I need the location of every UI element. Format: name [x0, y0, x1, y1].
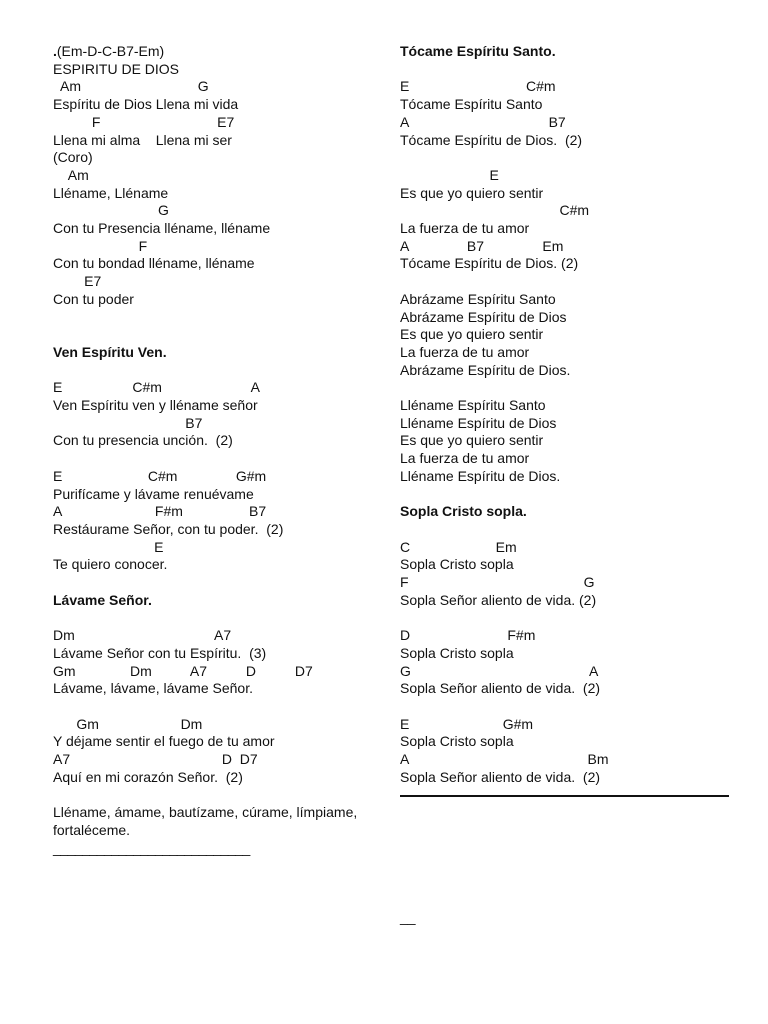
bottom-dash: __	[400, 909, 416, 925]
lyric-line: Sopla Señor aliento de vida. (2)	[400, 768, 601, 785]
lyric-line: Lléname Espíritu de Dios	[400, 414, 557, 431]
right-column	[400, 43, 735, 786]
song-tocame-verse-3	[400, 291, 735, 380]
intro-chords-header	[53, 43, 388, 61]
lyric-line: Lléname Espíritu Santo	[400, 397, 546, 413]
lyric-line: Es que yo quiero sentir	[400, 326, 544, 343]
lyric-line: Aquí en mi corazón Señor. (2)	[53, 768, 243, 785]
lyric-line: Abrázame Espíritu de Dios.	[400, 361, 571, 378]
lyric-line: F E7	[53, 113, 235, 130]
lyric-line: Lléname Espíritu de Dios.	[400, 467, 561, 484]
lyric-line: Purifícame y lávame renuévame	[53, 485, 254, 502]
lyric-line: Lávame Señor con tu Espíritu. (3)	[53, 644, 267, 661]
lyric-line: Sopla Señor aliento de vida. (2)	[400, 591, 597, 608]
song-sopla-verse-2	[400, 627, 735, 698]
lyric-line: G	[53, 202, 169, 219]
lyric-line: E G#m	[400, 715, 534, 732]
lyric-line: E C#m G#m	[53, 467, 267, 484]
lyric-line: A F#m B7	[53, 503, 267, 520]
lyric-line: A7 D D7	[53, 751, 258, 768]
lyric-line: C#m	[400, 202, 590, 219]
lyric-line: Te quiero conocer.	[53, 556, 168, 573]
lyric-line: C Em	[400, 538, 517, 555]
lyric-line: B7	[53, 414, 203, 431]
divider-right	[400, 795, 729, 797]
lyric-line: Sopla Cristo sopla	[400, 733, 514, 750]
lyric-line: Con tu poder	[53, 290, 134, 307]
lyric-line: A B7	[400, 113, 566, 130]
lyric-line: Dm A7	[53, 627, 232, 644]
lyric-line: Llena mi alma Llena mi ser	[53, 131, 232, 148]
lyric-line: E7	[53, 273, 102, 290]
lyric-line: Am	[53, 166, 89, 183]
left-column	[53, 43, 388, 857]
chord-sequence: (Em-D-C-B7-Em)	[56, 43, 165, 59]
song-sopla-verse-1	[400, 539, 735, 610]
lyric-line: Gm Dm A7 D D7	[53, 662, 313, 679]
song-tocame-verse-4	[400, 397, 735, 486]
lyric-line: Tócame Espíritu de Dios. (2)	[400, 255, 579, 272]
lyric-line: La fuerza de tu amor	[400, 343, 530, 360]
lyric-line: A B7 Em	[400, 237, 564, 254]
song-lavame-verse-2	[53, 716, 388, 787]
lyric-line: E	[53, 538, 164, 555]
song-title-ven-espiritu-ven: Ven Espíritu Ven.	[53, 343, 167, 360]
lyric-line: Con tu bondad lléname, lléname	[53, 255, 255, 272]
song-title-espiritu-de-dios: ESPIRITU DE DIOS	[53, 60, 180, 77]
lyric-line: Sopla Cristo sopla	[400, 644, 514, 661]
song-title-sopla-cristo-sopla: Sopla Cristo sopla.	[400, 503, 527, 520]
song-tocame-verse-2	[400, 167, 735, 273]
divider-left: ___________________________	[53, 839, 250, 856]
lyric-line: Tócame Espíritu Santo	[400, 96, 543, 113]
lyric-line: Abrázame Espíritu de Dios	[400, 308, 567, 325]
lyric-line: Am G	[53, 78, 209, 95]
lyric-line: E C#m A	[53, 379, 260, 396]
lyric-line: (Coro)	[53, 149, 93, 166]
lyric-line: La fuerza de tu amor	[400, 220, 530, 236]
lyric-line: D F#m	[400, 627, 536, 644]
song-lavame-closing: Lléname, ámame, bautízame, cúrame, límpiame, fortaléceme.	[53, 804, 358, 838]
lyric-line: Ven Espíritu ven y lléname señor	[53, 397, 258, 414]
lyric-line: Y déjame sentir el fuego de tu amor	[53, 733, 275, 750]
lyric-line: F G	[400, 574, 595, 590]
lyric-line: Sopla Señor aliento de vida. (2)	[400, 680, 601, 697]
song-title-lavame-senor: Lávame Señor.	[53, 591, 152, 608]
song-title-tocame-espiritu-santo: Tócame Espíritu Santo.	[400, 43, 556, 59]
lyric-line: Tócame Espíritu de Dios. (2)	[400, 131, 583, 148]
lyric-line: Lléname, Lléname	[53, 184, 169, 201]
song-lavame-verse-1	[53, 627, 388, 698]
lyric-line: La fuerza de tu amor	[400, 450, 530, 467]
lyric-line: F	[53, 237, 148, 254]
lyric-line: E	[400, 166, 499, 183]
lyric-line: Abrázame Espíritu Santo	[400, 290, 556, 307]
song-ven-verse-1	[53, 379, 388, 450]
lyric-line: Con tu Presencia lléname, lléname	[53, 220, 271, 237]
lyric-line: Sopla Cristo sopla	[400, 556, 514, 573]
song-sopla-verse-3	[400, 716, 735, 787]
bullet: .	[53, 43, 57, 59]
lyric-line: Es que yo quiero sentir	[400, 184, 544, 201]
song-espiritu-de-dios-body	[53, 78, 388, 308]
lyric-line: Gm Dm	[53, 715, 203, 732]
lyric-line: G A	[400, 662, 599, 679]
lyric-line: Con tu presencia unción. (2)	[53, 432, 233, 449]
lyric-line: Lávame, lávame, lávame Señor.	[53, 680, 253, 697]
lyric-line: E C#m	[400, 78, 556, 95]
lyric-line: Es que yo quiero sentir	[400, 432, 544, 449]
song-tocame-verse-1	[400, 78, 735, 149]
song-ven-verse-2	[53, 468, 388, 574]
lyric-line: Espíritu de Dios Llena mi vida	[53, 96, 239, 113]
lyric-line: Restáurame Señor, con tu poder. (2)	[53, 520, 284, 537]
lyric-line: A Bm	[400, 751, 609, 767]
